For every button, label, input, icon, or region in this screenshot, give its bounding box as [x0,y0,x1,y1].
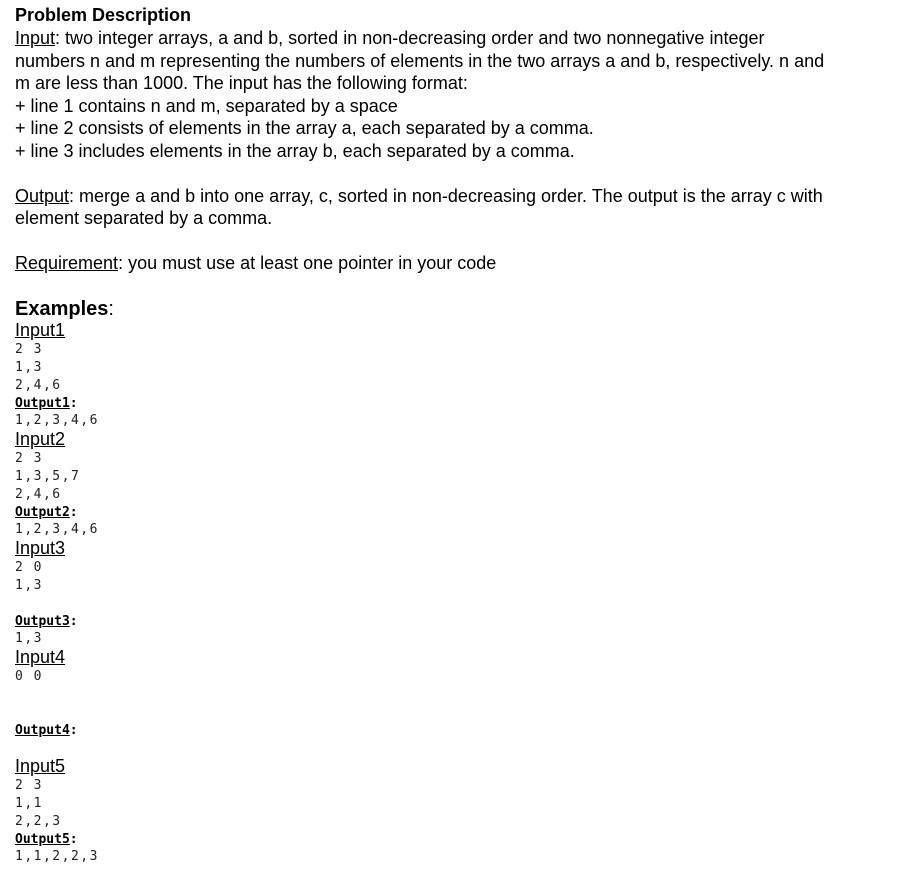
example-input-line: 0 0 [15,669,43,684]
example-output-label: Output3: [15,614,78,629]
output-label: Output [15,185,70,206]
example-output-label: Output1: [15,396,78,411]
example-output-line: 1,2,3,4,6 [15,413,99,428]
example-3 [15,537,906,648]
output-line-2: element separated by a comma. [15,208,273,228]
spacer [15,275,906,298]
page-title: Problem Description [15,5,192,25]
example-input-line: 2,2,3 [15,814,62,829]
example-input-line [15,704,906,722]
example-output-label: Output2: [15,505,78,520]
example-input-line: 1,1 [15,796,43,811]
example-input-line: 1,3,5,7 [15,469,81,484]
example-output-line: 1,3 [15,631,43,646]
example-input-label: Input2 [15,429,66,449]
example-output-label: Output4: [15,723,78,738]
output-line-1: Output: merge a and b into one array, c, sorted in non-decreasing order. The output is the array c with [15,185,823,206]
input-format-line-2: + line 2 consists of elements in the array a, each separated by a comma. [15,118,594,138]
example-input-line: 1,3 [15,578,43,593]
input-line-2: numbers n and m representing the numbers of elements in the two arrays a and b, respectively. n and [15,50,825,71]
example-output-line: 1,2,3,4,6 [15,522,99,537]
example-output-label: Output5: [15,832,78,847]
requirement-label: Requirement [15,253,119,273]
example-input-line: 2,4,6 [15,487,62,502]
requirement-description [15,252,906,275]
spacer [15,230,906,253]
input-format-line-3: + line 3 includes elements in the array b, each separated by a comma. [15,140,575,161]
example-2 [15,428,906,539]
input-description [15,27,906,162]
example-input-line: 2,4,6 [15,378,62,393]
example-input-line [15,595,906,613]
example-input-line [15,686,906,704]
input-line-1: Input: two integer arrays, a and b, sorted in non-decreasing order and two nonnegative integer [15,28,765,48]
example-5 [15,755,906,866]
examples-heading: Examples: [15,298,114,320]
example-input-label: Input4 [15,647,66,667]
example-input-label: Input3 [15,538,66,558]
example-input-line: 2 3 [15,451,43,466]
example-input-line: 2 0 [15,560,43,575]
example-input-line: 1,3 [15,360,43,375]
example-input-line: 2 3 [15,778,43,793]
input-format-line-1: + line 1 contains n and m, separated by a space [15,95,398,116]
example-input-line: 2 3 [15,342,43,357]
input-line-3: m are less than 1000. The input has the following format: [15,73,468,93]
example-1 [15,319,906,430]
spacer [15,162,906,185]
input-label: Input [15,28,56,48]
output-description [15,185,906,230]
requirement-line: Requirement: you must use at least one pointer in your code [15,253,497,273]
example-output-line: 1,1,2,2,3 [15,849,99,864]
example-input-label: Input5 [15,756,66,776]
example-input-label: Input1 [15,320,66,340]
example-4 [15,646,906,757]
